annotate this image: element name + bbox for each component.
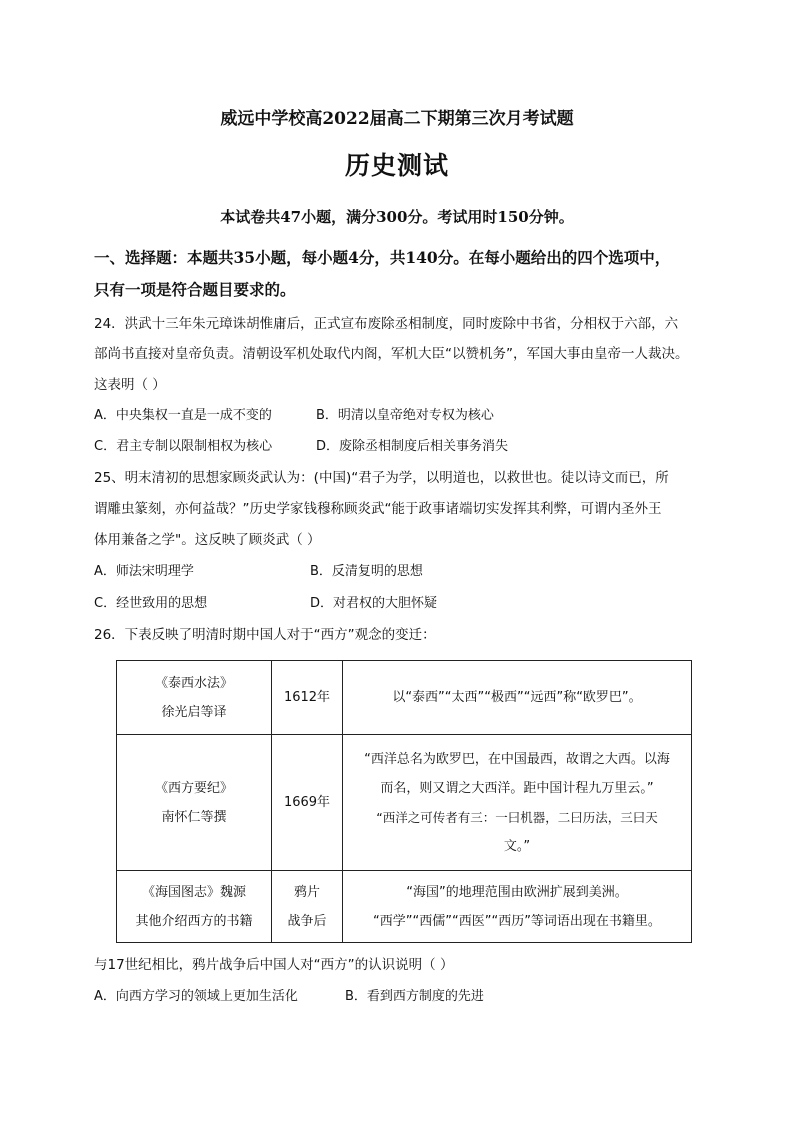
table-row [117, 661, 692, 735]
section-heading-line2: 只有一项是符合题目要求的。 [94, 280, 296, 299]
table-cell-year [272, 871, 343, 943]
section-heading-line1: 一、选择题：本题共35小题，每小题4分，共140分。在每小题给出的四个选项中， [94, 248, 671, 267]
table-row [117, 871, 692, 943]
content-line: “西洋之可传者有三：一曰机器，二曰历法，三曰天 [376, 809, 658, 825]
content-line: “海国”的地理范围由欧洲扩展到美洲。 [406, 884, 628, 900]
content-line: 而名，则又谓之大西洋。距中国计程九万里云。” [380, 780, 654, 796]
q26-question: 与17世纪相比，鸦片战争后中国人对“西方”的认识说明（ ） [94, 957, 454, 973]
table-row [117, 735, 692, 871]
west-concept-table [116, 660, 692, 943]
q25-stem-line3: 体用兼备之学"。这反映了顾炎武（ ） [94, 532, 321, 548]
book-author: 其他介绍西方的书籍 [135, 913, 253, 929]
table-cell-year: 1669年 [272, 735, 343, 871]
q24-option-b: B．明清以皇帝绝对专权为核心 [316, 408, 494, 423]
book-title: 《海国图志》魏源 [141, 884, 246, 900]
q24-option-c: C．君主专制以限制相权为核心 [94, 439, 273, 454]
content-line: 以“泰西”“太西”“极西”“远西”称“欧罗巴”。 [392, 690, 642, 705]
subject-title: 历史测试 [344, 151, 449, 180]
q24-stem-line2: 部尚书直接对皇帝负责。清朝设军机处取代内阁，军机大臣“以赞机务”，军国大事由皇帝一人裁决。 [94, 346, 689, 362]
book-title: 《西方要纪》 [154, 780, 233, 796]
content-line: “西洋总名为欧罗巴，在中国最西，故谓之大西。以海 [364, 751, 670, 767]
q24-option-d: D．废除丞相制度后相关事务消失 [316, 439, 509, 454]
book-author: 南怀仁等撰 [161, 809, 227, 825]
table-cell-book [117, 661, 272, 735]
year-line: 战争后 [287, 913, 327, 929]
book-author: 徐光启等译 [161, 704, 227, 720]
q26-option-a: A．向西方学习的领域上更加生活化 [94, 989, 298, 1004]
q25-option-b: B．反清复明的思想 [310, 564, 423, 579]
table-cell-book [117, 871, 272, 943]
table-cell-content [343, 735, 692, 871]
table-cell-year: 1612年 [272, 661, 343, 735]
content-line: 文。” [503, 838, 531, 854]
exam-info: 本试卷共47小题，满分300分。考试用时150分钟。 [220, 208, 574, 226]
content-line: “西学”“西儒”“西医”“西历”等词语出现在书籍里。 [373, 913, 661, 929]
year-line: 鸦片 [293, 884, 320, 900]
table-cell-content [343, 661, 692, 735]
q25-option-a: A．师法宋明理学 [94, 564, 194, 579]
table-cell-book [117, 735, 272, 871]
q25-option-c: C．经世致用的思想 [94, 596, 208, 611]
q24-stem-line3: 这表明（ ） [94, 377, 166, 393]
exam-title: 威远中学校高2022届高二下期第三次月考试题 [220, 109, 574, 129]
q25-stem-line1: 25、明末清初的思想家顾炎武认为：(中国)“君子为学，以明道也，以救世也。徒以诗文而已，所 [94, 470, 669, 486]
q25-stem-line2: 谓雕虫篆刻，亦何益哉？”历史学家钱穆称顾炎武“能于政事诸端切实发挥其利弊，可谓内圣外王 [94, 501, 662, 517]
q26-stem: 26．下表反映了明清时期中国人对于“西方”观念的变迁： [94, 627, 436, 643]
q25-option-d: D．对君权的大胆怀疑 [310, 596, 438, 611]
q24-stem-line1: 24．洪武十三年朱元璋诛胡惟庸后，正式宣布废除丞相制度，同时废除中书省，分相权于六部，六 [94, 316, 679, 332]
q24-option-a: A．中央集权一直是一成不变的 [94, 408, 272, 423]
book-title: 《泰西水法》 [154, 675, 233, 691]
table-cell-content [343, 871, 692, 943]
q26-option-b: B．看到西方制度的先进 [345, 989, 484, 1004]
